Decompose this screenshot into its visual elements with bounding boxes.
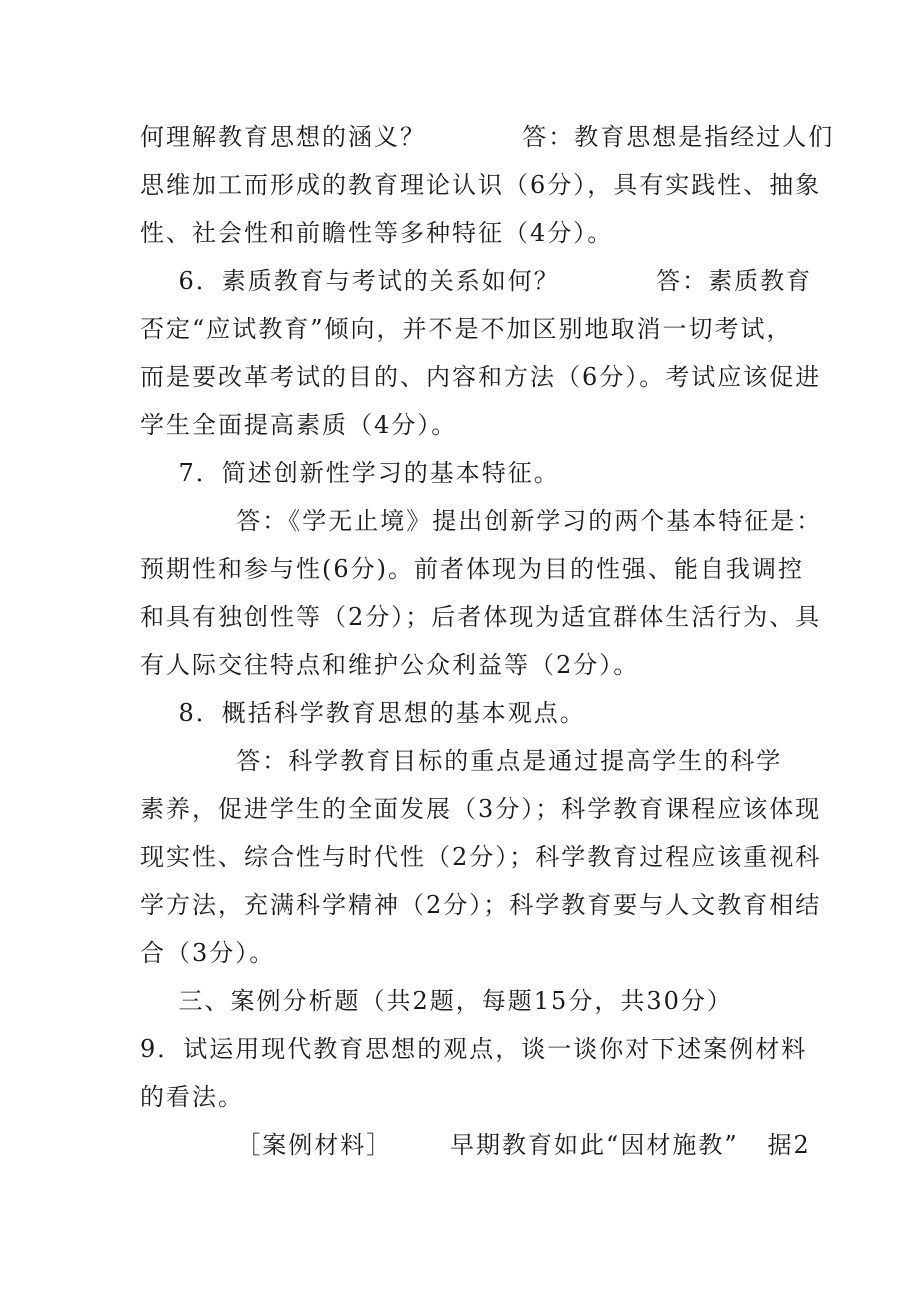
text-line: 有人际交往特点和维护公众利益等（2分）。: [140, 651, 640, 679]
text-line: 否定“应试教育”倾向，并不是不加区别地取消一切考试，: [140, 315, 793, 343]
text-line: 思维加工而形成的教育理论认识（6分），具有实践性、抽象: [140, 171, 822, 199]
case-material-line: ［案例材料］ 早期教育如此“因材施教” 据2: [140, 1131, 811, 1159]
text-line: 的看法。: [140, 1083, 244, 1111]
text-line: 何理解教育思想的涵义？ 答：教育思想是指经过人们: [140, 123, 835, 151]
text-line: 素养，促进学生的全面发展（3分）；科学教育课程应该体现: [140, 795, 822, 823]
text-line: 而是要改革考试的目的、内容和方法（6分）。考试应该促进: [140, 363, 822, 391]
text-line: 性、社会性和前瞻性等多种特征（4分）。: [140, 219, 614, 247]
question-8: 8．概括科学教育思想的基本观点。: [140, 699, 586, 727]
question-6: 6．素质教育与考试的关系如何？ 答：素质教育: [140, 267, 813, 295]
answer-7: 答：《学无止境》提出创新学习的两个基本特征是：: [140, 507, 823, 535]
question-7: 7．简述创新性学习的基本特征。: [140, 459, 560, 487]
answer-8: 答：科学教育目标的重点是通过提高学生的科学: [140, 747, 783, 775]
text-line: 合（3分）。: [140, 939, 276, 967]
text-line: 学方法，充满科学精神（2分）；科学教育要与人文教育相结: [140, 891, 822, 919]
question-9: 9．试运用现代教育思想的观点，谈一谈你对下述案例材料: [140, 1035, 808, 1063]
text-line: 现实性、综合性与时代性（2分）；科学教育过程应该重视科: [140, 843, 822, 871]
text-line: 学生全面提高素质（4分）。: [140, 411, 458, 439]
section-heading: 三、案例分析题（共2题，每题15分，共30分）: [140, 987, 733, 1015]
text-line: 预期性和参与性(6分)。前者体现为目的性强、能自我调控: [140, 555, 804, 583]
text-line: 和具有独创性等（2分）；后者体现为适宜群体生活行为、具: [140, 603, 822, 631]
